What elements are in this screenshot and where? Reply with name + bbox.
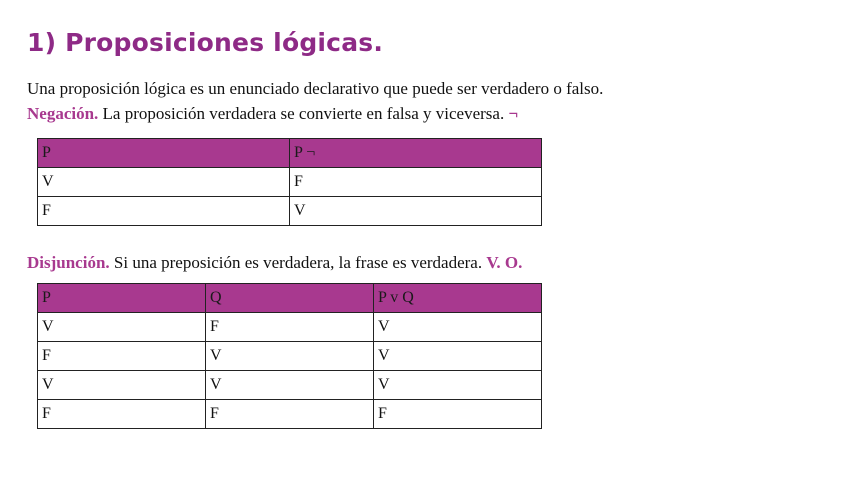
disjunction-text: Si una preposición es verdadera, la frase es verdadera. <box>109 253 487 272</box>
table-row <box>38 400 542 429</box>
intro-paragraph: Una proposición lógica es un enunciado declarativo que puede ser verdadero o falso. <box>27 79 604 98</box>
table-cell: V <box>374 371 542 400</box>
negation-symbol: ¬ <box>508 104 519 123</box>
table-cell: V <box>206 342 374 371</box>
table-cell: F <box>38 197 290 226</box>
table-cell: F <box>206 400 374 429</box>
table-cell: V <box>374 342 542 371</box>
table-header-row <box>38 284 542 313</box>
disjunction-term: Disjunción. <box>27 253 110 272</box>
negation-truth-table <box>37 138 542 226</box>
table-row <box>38 342 542 371</box>
table-header-row <box>38 139 542 168</box>
table-header-cell: P <box>38 139 290 168</box>
disjunction-paragraph <box>27 253 522 273</box>
table-cell: V <box>374 313 542 342</box>
page-title: 1) Proposiciones lógicas. <box>27 28 384 57</box>
disjunction-symbol: V. O. <box>486 253 523 272</box>
table-header-cell: P <box>38 284 206 313</box>
negation-paragraph <box>27 104 518 124</box>
table-cell: V <box>38 371 206 400</box>
table-cell: V <box>38 313 206 342</box>
table-cell: F <box>290 168 542 197</box>
table-cell: V <box>38 168 290 197</box>
table-cell: F <box>374 400 542 429</box>
table-cell: V <box>290 197 542 226</box>
table-cell: F <box>38 400 206 429</box>
table-row <box>38 197 542 226</box>
table-cell: F <box>206 313 374 342</box>
table-header-cell: Q <box>206 284 374 313</box>
negation-text: La proposición verdadera se convierte en falsa y viceversa. <box>98 104 509 123</box>
negation-term: Negación. <box>27 104 99 123</box>
table-header-cell: P v Q <box>374 284 542 313</box>
table-cell: V <box>206 371 374 400</box>
table-row <box>38 313 542 342</box>
disjunction-truth-table <box>37 283 542 429</box>
table-header-cell: P ¬ <box>290 139 542 168</box>
table-row <box>38 371 542 400</box>
table-cell: F <box>38 342 206 371</box>
table-row <box>38 168 542 197</box>
